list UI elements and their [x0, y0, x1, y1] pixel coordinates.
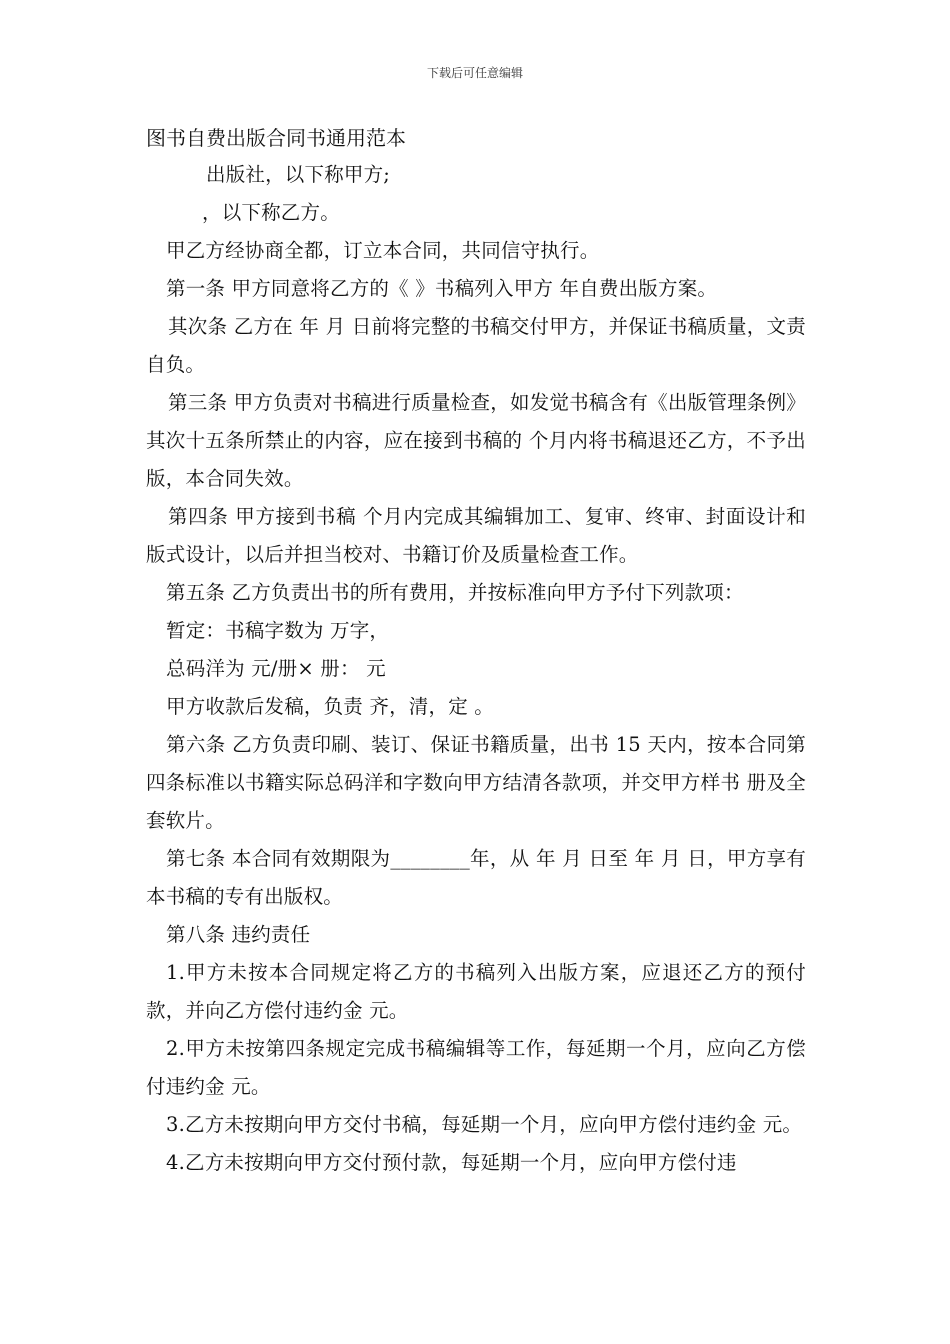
paragraph: 2.甲方未按第四条规定完成书稿编辑等工作，每延期一个月，应向乙方偿付违约金 元。: [146, 1037, 806, 1098]
paragraph: 1.甲方未按本合同规定将乙方的书稿列入出版方案，应退还乙方的预付款，并向乙方偿付违约金 元。: [146, 961, 806, 1022]
paragraph: 第三条 甲方负责对书稿进行质量检查，如发觉书稿含有《出版管理条例》其次十五条所禁止的内容，应在接到书稿的 个月内将书稿退还乙方，不予出版，本合同失效。: [146, 391, 806, 490]
paragraph: 3.乙方未按期向甲方交付书稿，每延期一个月，应向甲方偿付违约金 元。: [166, 1113, 803, 1136]
paragraph: 总码洋为 元/册× 册： 元: [166, 657, 386, 680]
paragraph: 甲乙方经协商全都，订立本合同，共同信守执行。: [166, 239, 600, 262]
paragraph: 甲方收款后发稿，负责 齐，清，定 。: [166, 695, 494, 718]
paragraph: 第一条 甲方同意将乙方的《 》书稿列入甲方 年自费出版方案。: [166, 277, 718, 300]
paragraph: 第四条 甲方接到书稿 个月内完成其编辑加工、复审、终审、封面设计和版式设计，以后并担当校对、书籍订价及质量检查工作。: [146, 505, 806, 566]
paragraph: 暂定：书稿字数为 万字，: [166, 619, 390, 642]
paragraph: ，以下称乙方。: [202, 201, 340, 224]
paragraph: 第六条 乙方负责印刷、装订、保证书籍质量，出书 15 天内，按本合同第四条标准以书籍实际总码洋和字数向甲方结清各款项，并交甲方样书 册及全套软片。: [146, 733, 806, 832]
paragraph: 4.乙方未按期向甲方交付预付款，每延期一个月，应向甲方偿付违: [166, 1151, 737, 1174]
page-header-note: 下载后可任意编辑: [426, 66, 523, 80]
paragraph: 第七条 本合同有效期限为________年，从 年 月 日至 年 月 日，甲方享有本书稿的专有出版权。: [146, 847, 806, 908]
paragraph: 其次条 乙方在 年 月 日前将完整的书稿交付甲方，并保证书稿质量，文责自负。: [146, 315, 806, 376]
document-body: [146, 120, 806, 1182]
paragraph: 出版社，以下称甲方;: [206, 163, 391, 186]
paragraph: 第八条 违约责任: [166, 923, 311, 946]
paragraph: 第五条 乙方负责出书的所有费用，并按标准向甲方予付下列款项：: [166, 581, 744, 604]
document-title: 图书自费出版合同书通用范本: [146, 126, 406, 150]
